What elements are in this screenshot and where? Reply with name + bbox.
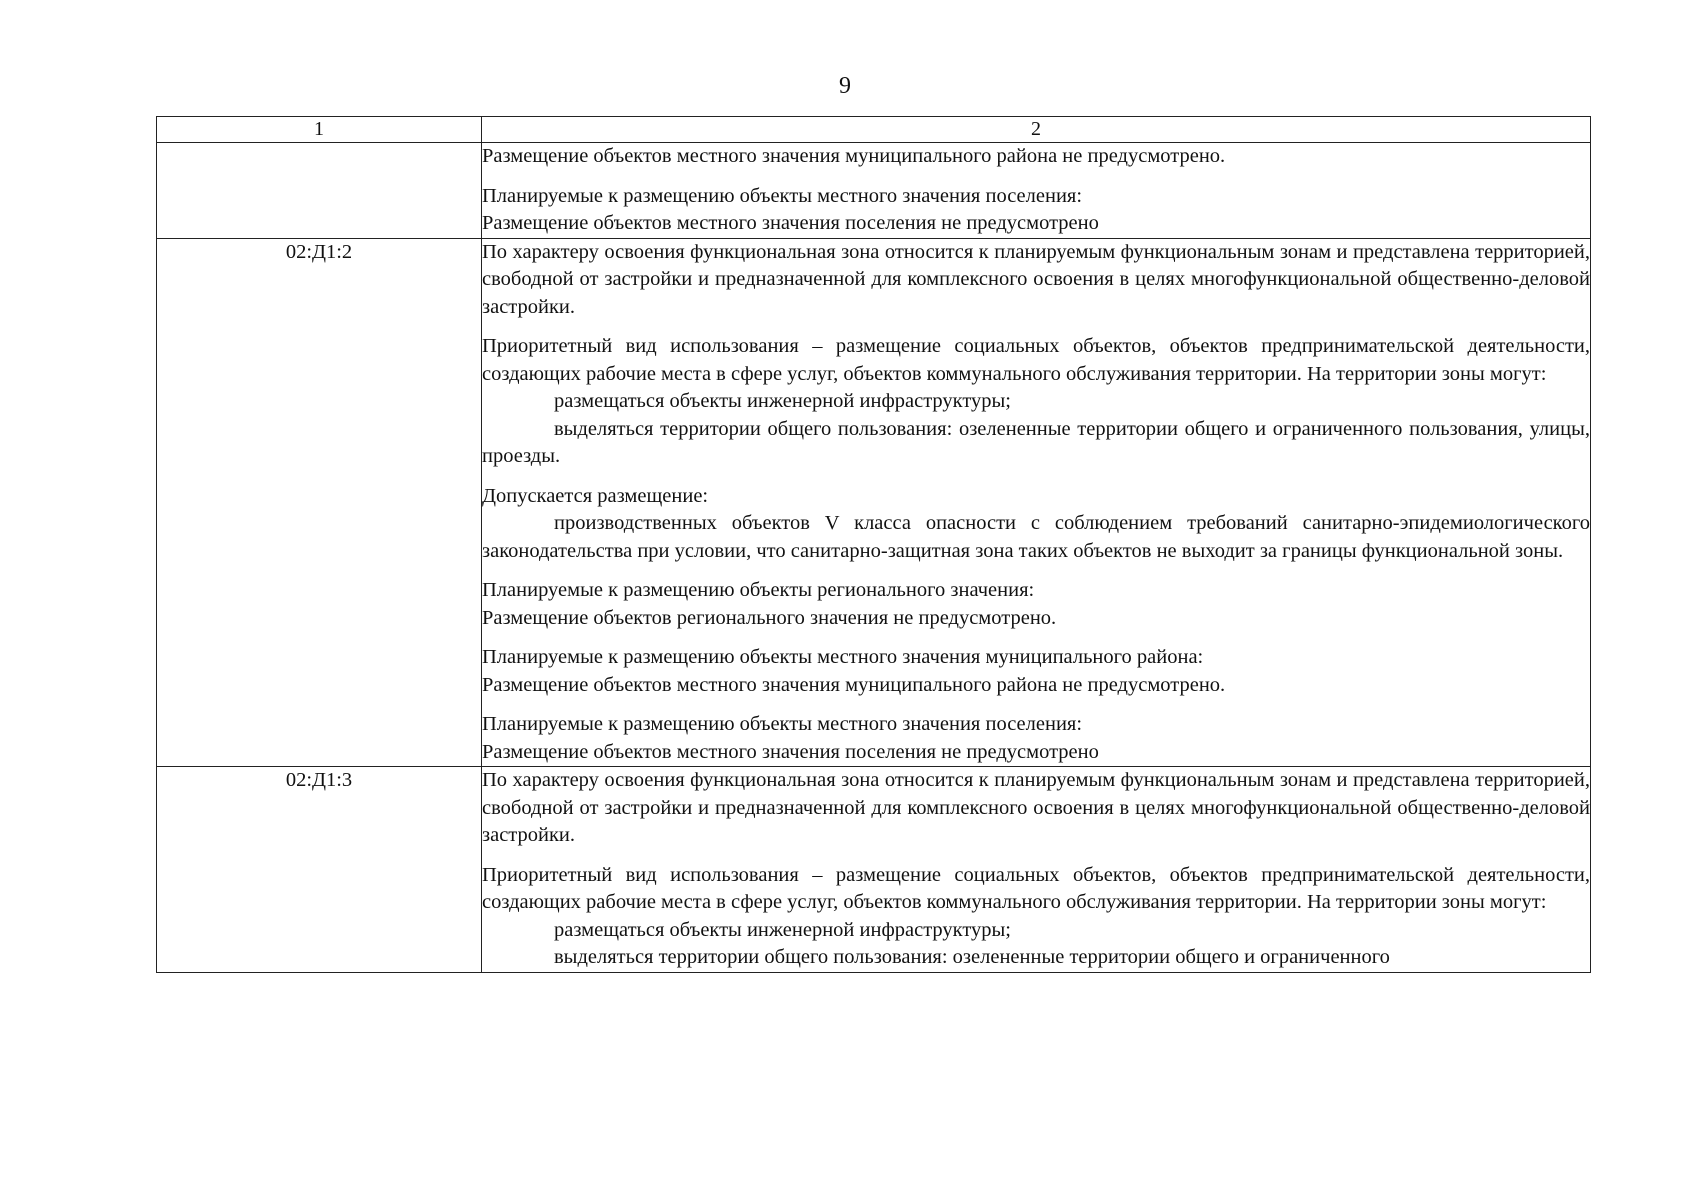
text-line: Допускается размещение: <box>482 484 709 507</box>
text-line: По характеру освоения функциональная зона относится к планируемым функциональным зонам и представлена территорией, свободной от застройки и предназначенной для комплексного освоения в целях многофункциональной общественно-деловой застройки. <box>482 769 1590 846</box>
list-item: размещаться объекты инженерной инфраструктуры; <box>554 390 1011 412</box>
column-header-1: 1 <box>157 117 482 143</box>
paragraph <box>482 767 1590 850</box>
paragraph <box>482 143 1590 171</box>
text-line: Планируемые к размещению объекты местного значения поселения: <box>482 184 1083 207</box>
text-line: Приоритетный вид использования – размещение социальных объектов, объектов предпринимательской деятельности, создающих рабочие места в сфере услуг, объектов коммунального обслуживания территории. На территории зоны могут: <box>482 863 1590 913</box>
paragraph <box>482 333 1590 471</box>
paragraph <box>482 577 1590 632</box>
table-body <box>157 143 1591 973</box>
text-line: Размещение объектов местного значения муниципального района не предусмотрено. <box>482 145 1226 167</box>
list-item: производственных объектов V класса опасности с соблюдением требований санитарно-эпидемиологического законодательства при условии, что санитарно-защитная зона таких объектов не выходит за границы функциональной зоны. <box>482 512 1590 562</box>
zone-description <box>482 767 1591 973</box>
paragraph <box>482 483 1590 566</box>
text-line: Планируемые к размещению объекты местного значения муниципального района: <box>482 646 1204 668</box>
list-item: выделяться территории общего пользования: озелененные территории общего и ограниченного <box>554 946 1390 968</box>
text-line: По характеру освоения функциональная зона относится к планируемым функциональным зонам и представлена территорией, свободной от застройки и предназначенной для комплексного освоения в целях многофункциональной общественно-деловой застройки. <box>482 240 1590 318</box>
page-number: 9 <box>839 73 851 99</box>
column-header-2: 2 <box>482 117 1591 143</box>
zone-code: 02:Д1:3 <box>157 767 482 973</box>
text-line: Размещение объектов местного значения муниципального района не предусмотрено. <box>482 673 1226 696</box>
paragraph <box>482 711 1590 766</box>
table-row <box>157 238 1591 767</box>
text-line: Размещение объектов местного значения поселения не предусмотрено <box>482 740 1099 763</box>
text-line: Планируемые к размещению объекты регионального значения: <box>482 579 1035 601</box>
zone-description <box>482 238 1591 767</box>
zones-table <box>156 116 1591 973</box>
header-row <box>157 117 1591 143</box>
text-line: Планируемые к размещению объекты местного значения поселения: <box>482 713 1083 735</box>
table-row <box>157 767 1591 973</box>
paragraph <box>482 862 1590 972</box>
list-item: размещаться объекты инженерной инфраструктуры; <box>554 918 1011 941</box>
text-line: Приоритетный вид использования – размещение социальных объектов, объектов предпринимательской деятельности, создающих рабочие места в сфере услуг, объектов коммунального обслуживания территории. На территории зоны могут: <box>482 335 1590 385</box>
table-row <box>157 143 1591 239</box>
table-header <box>157 117 1591 143</box>
list-item: выделяться территории общего пользования: озелененные территории общего и ограниченного пользования, улицы, проезды. <box>482 417 1590 467</box>
text-line: Размещение объектов местного значения поселения не предусмотрено <box>482 212 1099 234</box>
paragraph <box>482 239 1590 322</box>
text-line: Размещение объектов регионального значения не предусмотрено. <box>482 606 1057 629</box>
zone-description <box>482 143 1591 239</box>
paragraph <box>482 644 1590 699</box>
paragraph <box>482 183 1590 238</box>
zone-code <box>157 143 482 239</box>
zone-code: 02:Д1:2 <box>157 238 482 767</box>
